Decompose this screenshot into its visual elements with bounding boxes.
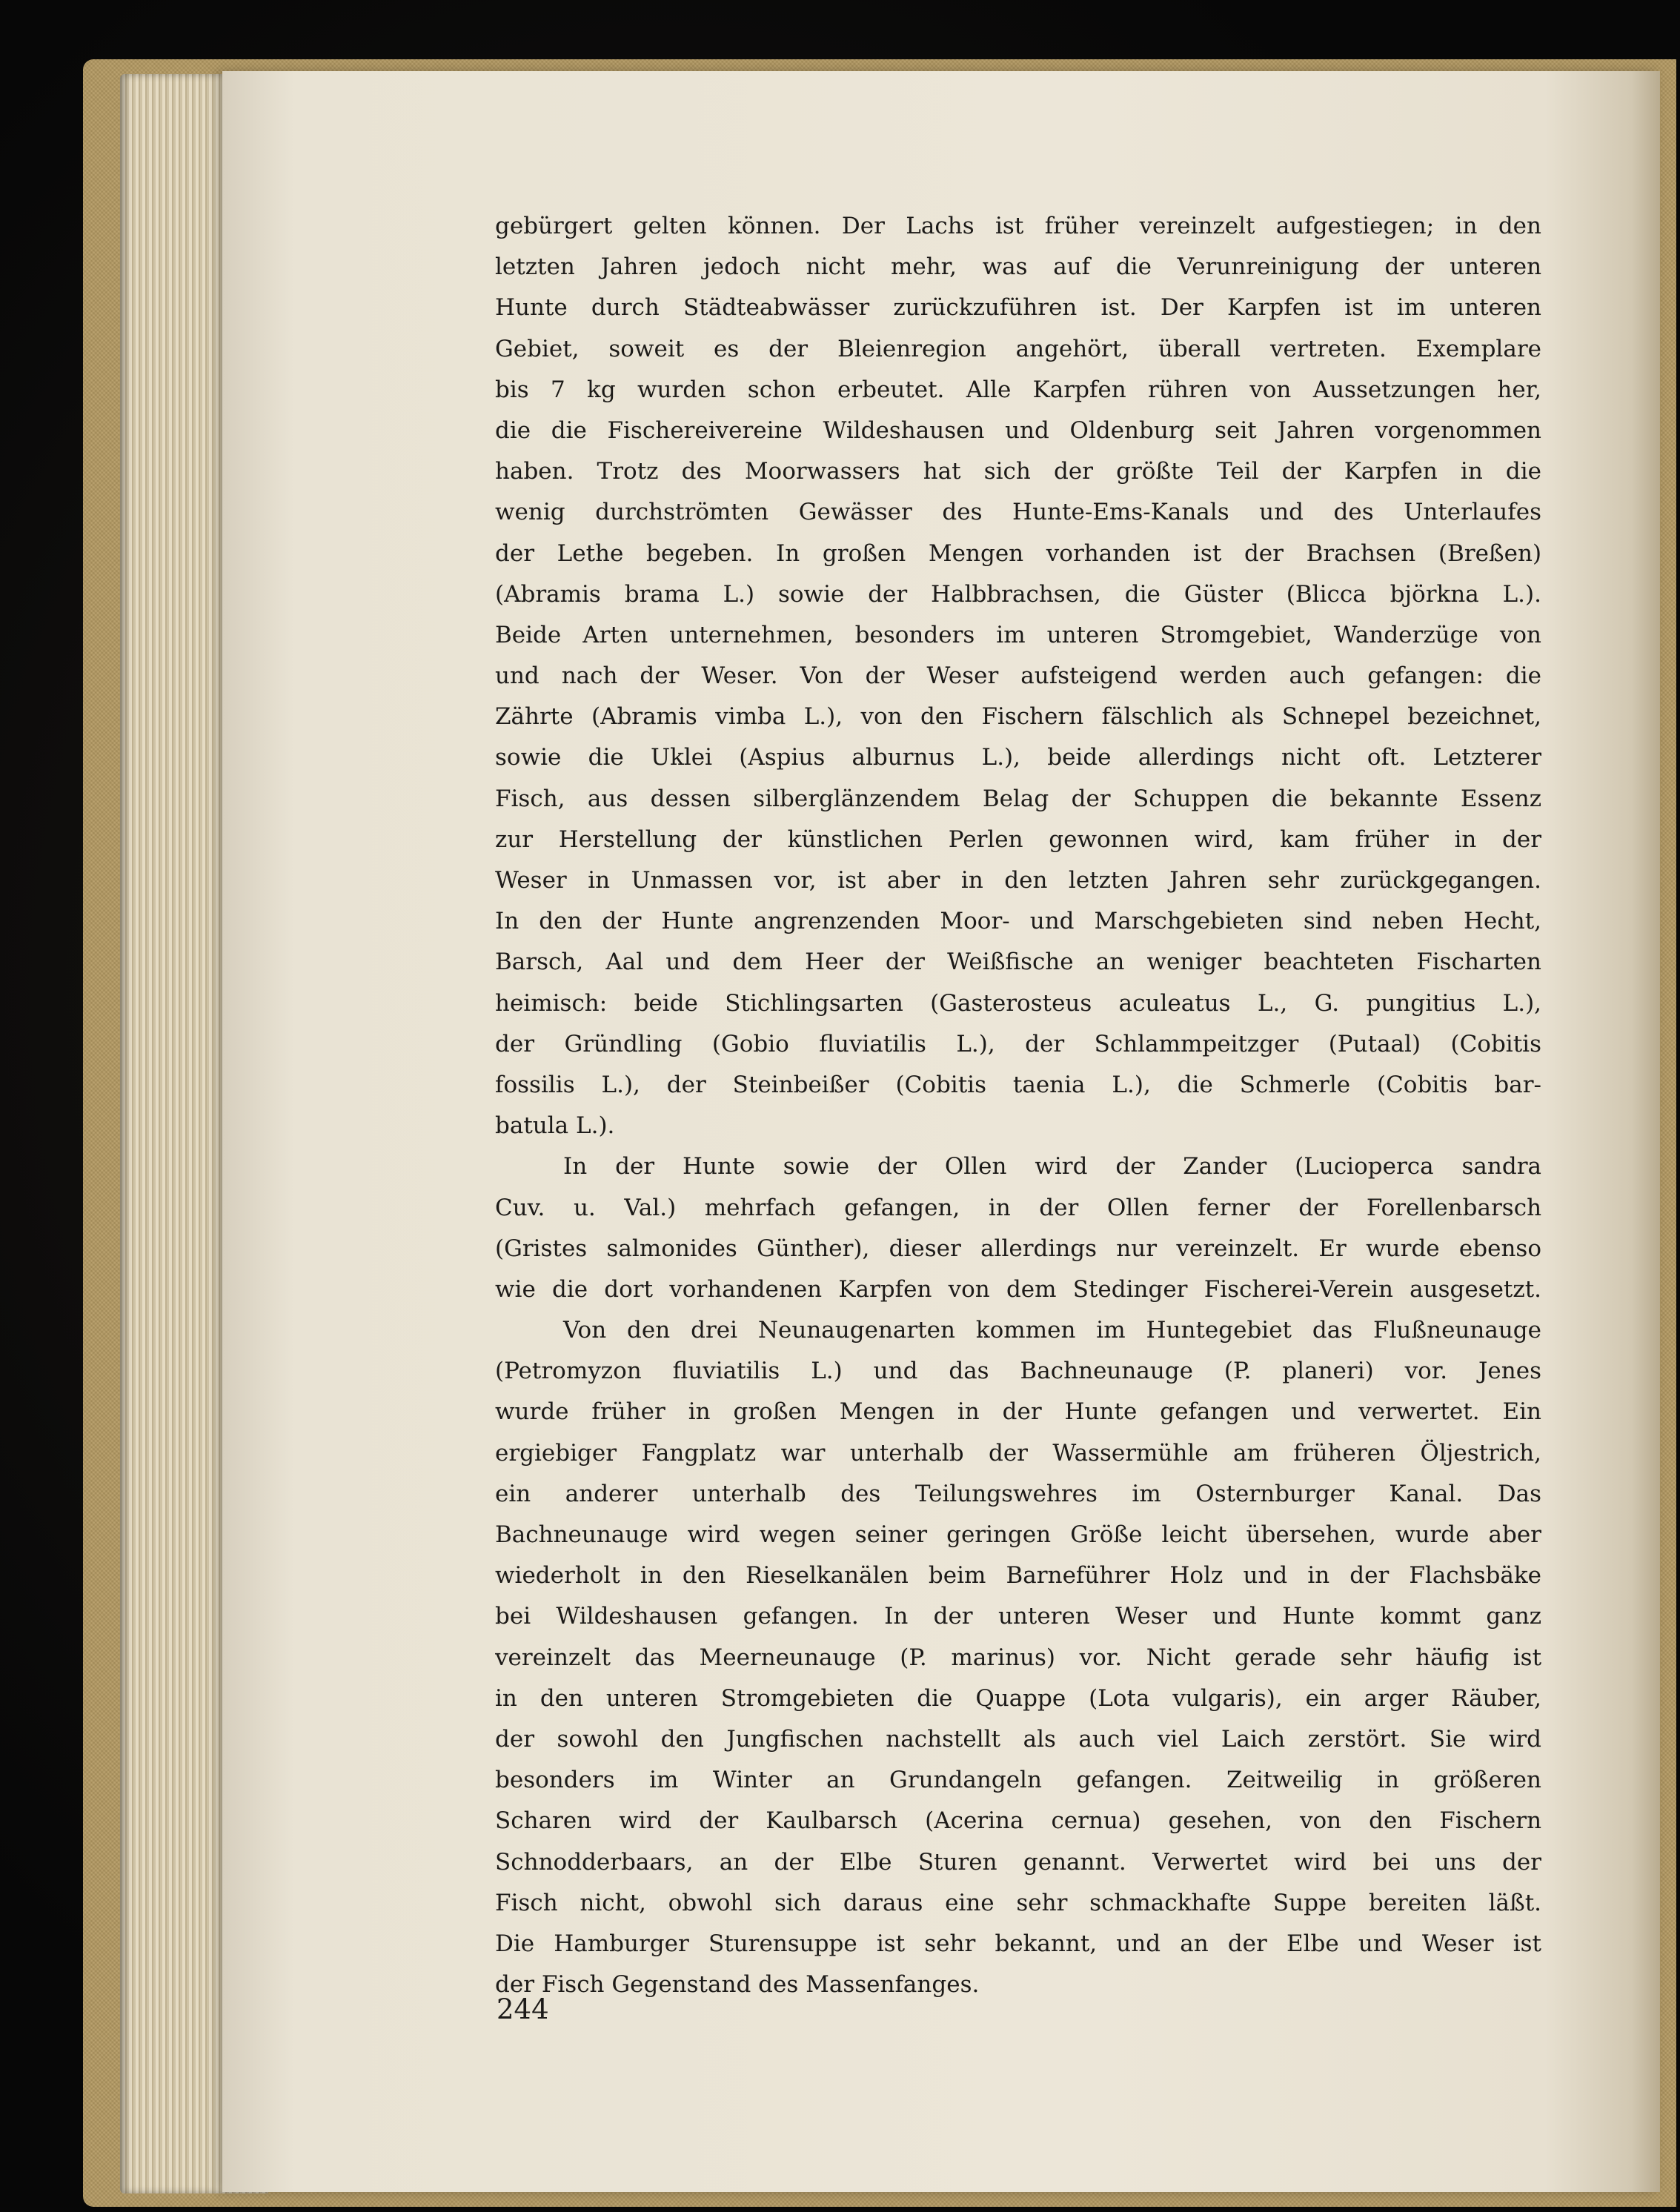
text-line: Von den drei Neunaugenarten kommen im Huntegebiet das Flußneunauge: [563, 1317, 1541, 1344]
text-line: Barsch, Aal und dem Heer der Weißfische an weniger beachteten Fischarten: [495, 949, 1541, 976]
text-line: (Petromyzon fluviatilis L.) und das Bachneunauge (P. planeri) vor. Jenes: [495, 1358, 1541, 1385]
text-line: und nach der Weser. Von der Weser aufsteigend werden auch gefangen: die: [495, 662, 1541, 690]
text-line: besonders im Winter an Grundangeln gefangen. Zeitweilig in größeren: [495, 1767, 1541, 1794]
text-line: wie die dort vorhandenen Karpfen von dem Stedinger Fischerei-Verein ausgesetzt.: [495, 1275, 1541, 1303]
text-line: wiederholt in den Rieselkanälen beim Barneführer Holz und in der Flachsbäke: [495, 1562, 1541, 1590]
body-text: [495, 206, 1541, 2005]
text-line: Zährte (Abramis vimba L.), von den Fischern fälschlich als Schnepel bezeichnet,: [495, 703, 1541, 731]
text-line: Beide Arten unternehmen, besonders im unteren Stromgebiet, Wanderzüge von: [495, 621, 1541, 648]
text-line: der Lethe begeben. In großen Mengen vorhanden ist der Brachsen (Breßen): [495, 539, 1541, 567]
text-line: der Gründling (Gobio fluviatilis L.), der Schlammpeitzger (Putaal) (Cobitis: [495, 1030, 1541, 1057]
text-line: Gebiet, soweit es der Bleienregion angehört, überall vertreten. Exemplare: [495, 335, 1541, 362]
text-line: Cuv. u. Val.) mehrfach gefangen, in der Ollen ferner der Forellenbarsch: [495, 1194, 1541, 1221]
text-line: in den unteren Stromgebieten die Quappe (Lota vulgaris), ein arger Räuber,: [495, 1684, 1541, 1712]
text-line: fossilis L.), der Steinbeißer (Cobitis taenia L.), die Schmerle (Cobitis bar-: [495, 1071, 1541, 1098]
text-line: Hunte durch Städteabwässer zurückzuführen ist. Der Karpfen ist im unteren: [495, 294, 1541, 322]
text-line: heimisch: beide Stichlingsarten (Gasterosteus aculeatus L., G. pungitius L.),: [495, 989, 1541, 1017]
text-line: ergiebiger Fangplatz war unterhalb der Wassermühle am früheren Öljestrich,: [495, 1439, 1541, 1467]
text-line: In der Hunte sowie der Ollen wird der Zander (Lucioperca sandra: [563, 1153, 1541, 1180]
text-line: bis 7 kg wurden schon erbeutet. Alle Karpfen rühren von Aussetzungen her,: [495, 376, 1541, 403]
text-line: Weser in Unmassen vor, ist aber in den letzten Jahren sehr zurückgegangen.: [495, 867, 1541, 894]
text-line: letzten Jahren jedoch nicht mehr, was auf die Verunreinigung der unteren: [495, 253, 1541, 281]
text-line: die die Fischereivereine Wildeshausen und Oldenburg seit Jahren vorgenommen: [495, 416, 1541, 444]
text-line: sowie die Uklei (Aspius alburnus L.), beide allerdings nicht oft. Letzterer: [495, 744, 1541, 771]
text-line: Scharen wird der Kaulbarsch (Acerina cernua) gesehen, von den Fischern: [495, 1807, 1541, 1835]
text-line: batula L.).: [495, 1112, 615, 1140]
text-line: wurde früher in großen Mengen in der Hunte gefangen und verwertet. Ein: [495, 1398, 1541, 1426]
text-line: der sowohl den Jungfischen nachstellt als auch viel Laich zerstört. Sie wird: [495, 1725, 1541, 1753]
text-line: haben. Trotz des Moorwassers hat sich der größte Teil der Karpfen in die: [495, 458, 1541, 485]
text-line: der Fisch Gegenstand des Massenfanges.: [495, 1971, 980, 1999]
text-line: gebürgert gelten können. Der Lachs ist früher vereinzelt aufgestiegen; in den: [495, 213, 1541, 239]
text-line: zur Herstellung der künstlichen Perlen gewonnen wird, kam früher in der: [495, 826, 1541, 853]
text-line: Bachneunauge wird wegen seiner geringen Größe leicht übersehen, wurde aber: [495, 1521, 1541, 1548]
text-line: vereinzelt das Meerneunauge (P. marinus) vor. Nicht gerade sehr häufig ist: [495, 1644, 1541, 1671]
page-number: 244: [497, 1993, 549, 2025]
text-line: ein anderer unterhalb des Teilungswehres im Osternburger Kanal. Das: [495, 1480, 1541, 1507]
text-line: (Abramis brama L.) sowie der Halbbrachsen, die Güster (Blicca björkna L.).: [495, 580, 1541, 608]
text-line: Schnodderbaars, an der Elbe Sturen genannt. Verwertet wird bei uns der: [495, 1848, 1541, 1876]
text-line: In den der Hunte angrenzenden Moor- und Marschgebieten sind neben Hecht,: [495, 908, 1541, 935]
text-line: (Gristes salmonides Günther), dieser allerdings nur vereinzelt. Er wurde ebenso: [495, 1235, 1541, 1262]
text-line: bei Wildeshausen gefangen. In der unteren Weser und Hunte kommt ganz: [495, 1603, 1541, 1630]
text-line: wenig durchströmten Gewässer des Hunte-Ems-Kanals und des Unterlaufes: [495, 499, 1541, 526]
text-line: Die Hamburger Sturensuppe ist sehr bekannt, und an der Elbe und Weser ist: [495, 1930, 1541, 1957]
text-line: Fisch, aus dessen silberglänzendem Belag der Schuppen die bekannte Essenz: [495, 785, 1541, 812]
text-line: Fisch nicht, obwohl sich daraus eine sehr schmackhafte Suppe bereiten läßt.: [495, 1889, 1541, 1916]
